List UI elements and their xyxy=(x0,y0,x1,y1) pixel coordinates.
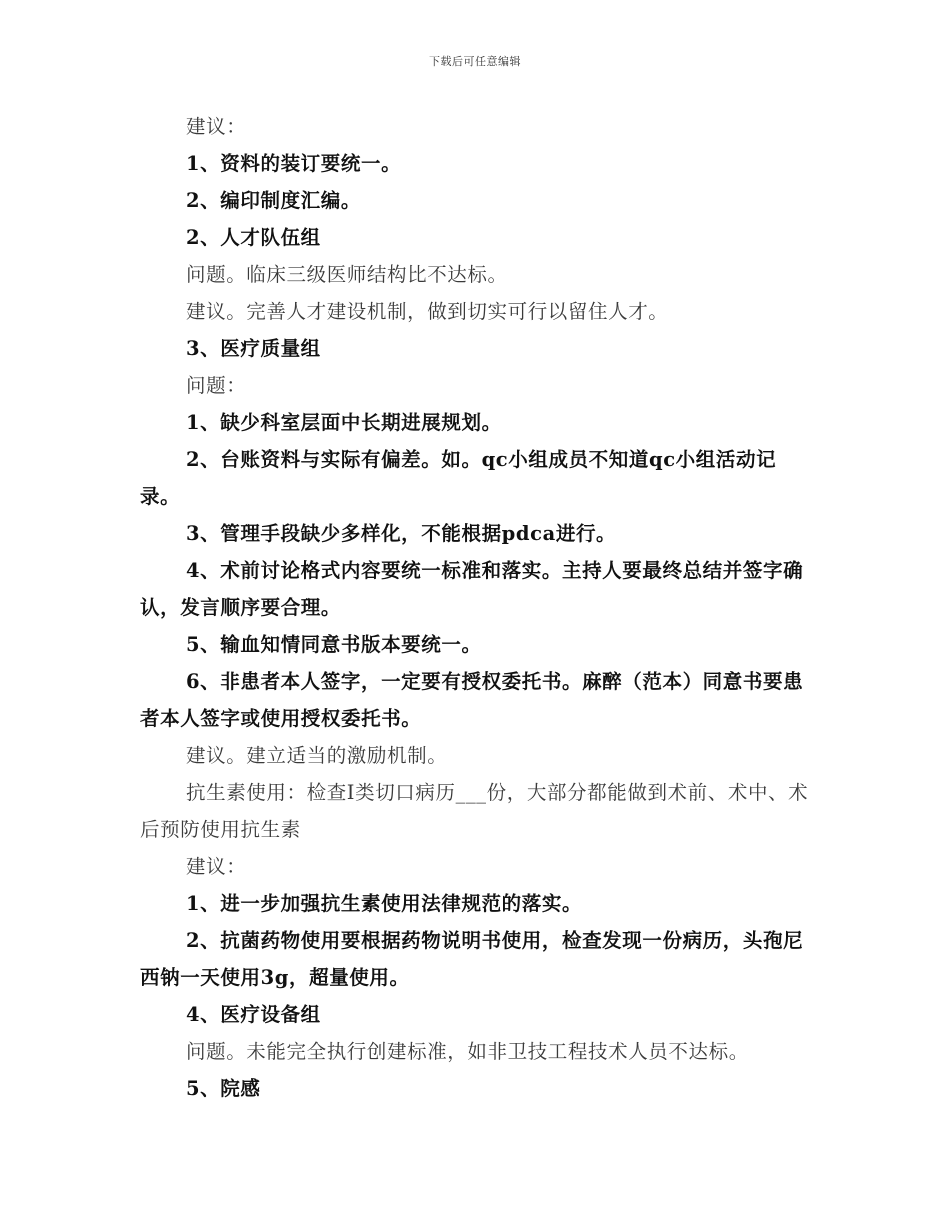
paragraph: 4、术前讨论格式内容要统一标准和落实。主持人要最终总结并签字确认，发言顺序要合理。 xyxy=(140,559,804,619)
section-heading: 2、人才队伍组 xyxy=(186,226,321,249)
document-body xyxy=(140,108,812,1107)
paragraph: 建议。完善人才建设机制，做到切实可行以留住人才。 xyxy=(186,300,669,323)
paragraph: 1、进一步加强抗生素使用法律规范的落实。 xyxy=(186,892,583,915)
paragraph: 3、管理手段缺少多样化，不能根据pdca进行。 xyxy=(186,522,617,545)
paragraph: 建议。建立适当的激励机制。 xyxy=(186,744,448,767)
paragraph: 6、非患者本人签字，一定要有授权委托书。麻醉（范本）同意书要患者本人签字或使用授权委托书。 xyxy=(140,670,804,730)
paragraph: 问题。临床三级医师结构比不达标。 xyxy=(186,263,508,286)
paragraph: 建议： xyxy=(186,115,247,138)
paragraph: 2、台账资料与实际有偏差。如。qc小组成员不知道qc小组活动记录。 xyxy=(140,448,777,508)
paragraph: 5、输血知情同意书版本要统一。 xyxy=(186,633,482,656)
paragraph: 问题。未能完全执行创建标准，如非卫技工程技术人员不达标。 xyxy=(186,1040,749,1063)
page-header: 下载后可任意编辑 xyxy=(429,55,521,68)
paragraph: 建议： xyxy=(186,855,247,878)
paragraph: 2、抗菌药物使用要根据药物说明书使用，检查发现一份病历，头孢尼西钠一天使用3g，超量使用。 xyxy=(140,929,804,989)
paragraph: 2、编印制度汇编。 xyxy=(186,189,361,212)
section-heading: 4、医疗设备组 xyxy=(186,1003,321,1026)
paragraph: 抗生素使用：检查Ⅰ类切口病历___份，大部分都能做到术前、术中、术后预防使用抗生素 xyxy=(140,781,809,841)
paragraph: 1、资料的装订要统一。 xyxy=(186,152,402,175)
paragraph: 问题： xyxy=(186,374,247,397)
section-heading: 5、院感 xyxy=(186,1077,261,1100)
paragraph: 1、缺少科室层面中长期进展规划。 xyxy=(186,411,502,434)
section-heading: 3、医疗质量组 xyxy=(186,337,321,360)
